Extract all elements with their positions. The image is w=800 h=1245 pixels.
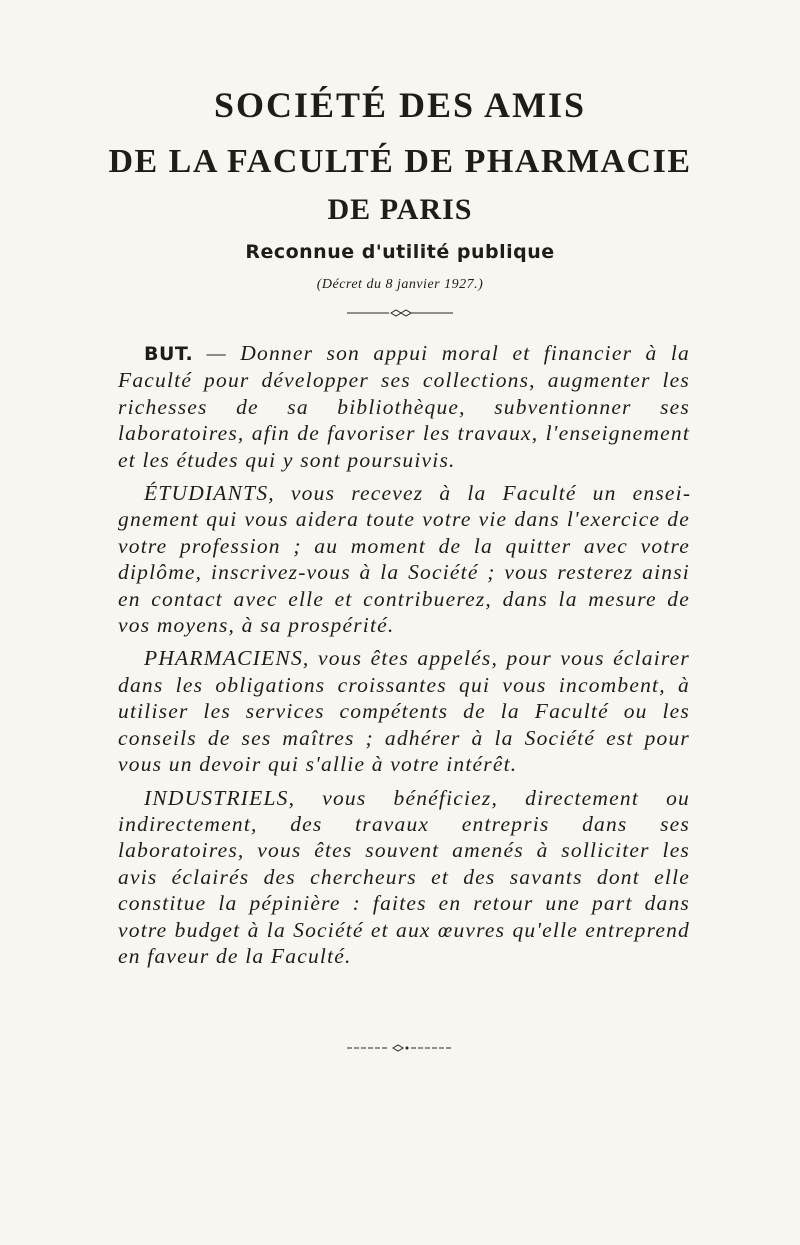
- ornament-divider-icon: [345, 307, 455, 319]
- paragraph-text: PHARMACIENS, vous êtes appelés, pour vous éclairer dans les obligations croissantes qui vous incombent, à utiliser les services compétents de la Faculté ou les conseils de ses maîtres ; adhérer à la Société est pour vous un devoir qui s'allie à votre intérêt.: [118, 646, 690, 777]
- paragraph-text: — Donner son appui moral et financier à la Faculté pour développer ses collections, augmenter les richesses de sa bibliothèque, subventionner ses laboratoires, afin de favoriser les travaux, l'enseignement et les études qui y sont poursuivis.: [118, 341, 690, 472]
- paragraph-lead: BUT.: [144, 343, 194, 365]
- paragraph-pharmaciens: [118, 645, 690, 777]
- ornament-divider-bottom: [0, 1042, 800, 1054]
- title-line-2: DE LA FACULTÉ DE PHARMACIE: [108, 143, 692, 180]
- subtitle: Reconnue d'utilité publique: [245, 241, 555, 263]
- decree-note: (Décret du 8 janvier 1927.): [316, 277, 484, 292]
- ornament-divider-top: [0, 307, 800, 319]
- body-text: [118, 340, 690, 976]
- paragraph-etudiants: [118, 480, 690, 638]
- title-line-3: DE PARIS: [327, 193, 473, 226]
- title-line-1: SOCIÉTÉ DES AMIS: [213, 85, 587, 125]
- paragraph-text: ÉTUDIANTS, vous recevez à la Faculté un enseignement qui vous aidera toute votre vie dans l'exercice de votre profession ; au moment de la quitter avec votre diplôme, inscrivez-vous à la Société ; vous resterez ainsi en contact avec elle et contribuerez, dans la mesure de vos moyens, à sa prospérité.: [118, 481, 690, 638]
- paragraph-industriels: [118, 785, 690, 970]
- paragraph-text: INDUSTRIELS, vous bénéficiez, directement ou indirectement, des travaux entrepris dans ses laboratoires, vous êtes souvent amenés à solliciter les avis éclairés des chercheurs et des savants dont elle constitue la pépinière : faites en retour une part dans votre budget à la Société et aux œuvres qu'elle entreprend en faveur de la Faculté.: [118, 785, 690, 968]
- paragraph-but: [118, 340, 690, 473]
- ornament-divider-icon: [345, 1042, 455, 1054]
